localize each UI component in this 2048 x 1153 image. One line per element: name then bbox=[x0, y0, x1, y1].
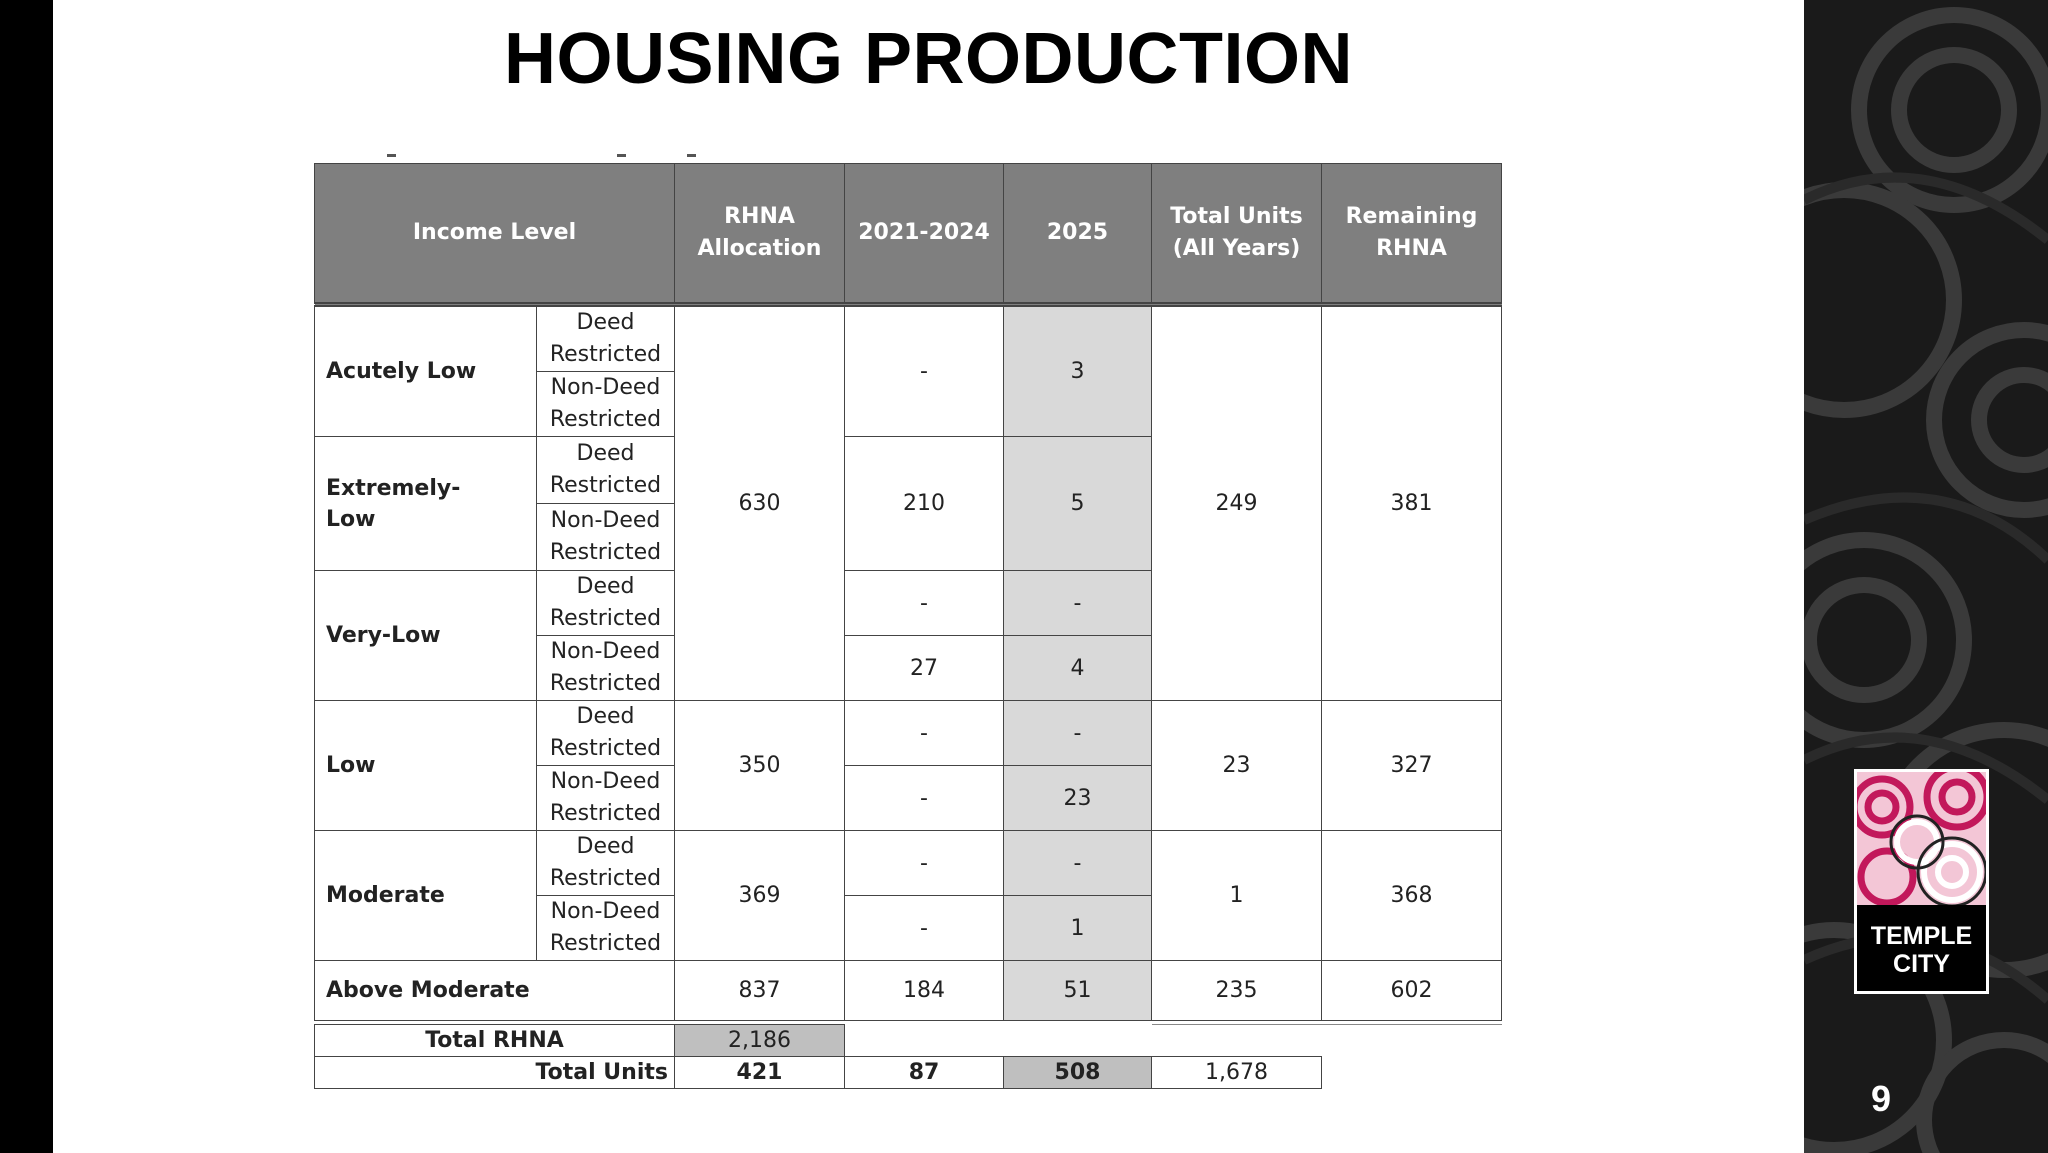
sub-deed-restricted: Deed Restricted bbox=[537, 831, 675, 896]
very-low-non-deed-2021-2024: 27 bbox=[845, 636, 1004, 701]
header-2021-2024: 2021-2024 bbox=[845, 164, 1004, 305]
header-income-level: Income Level bbox=[315, 164, 675, 305]
level-very-low: Very-Low bbox=[315, 571, 537, 701]
header-row bbox=[315, 164, 1502, 305]
above-moderate-remaining: 602 bbox=[1322, 961, 1502, 1021]
moderate-remaining: 368 bbox=[1322, 831, 1502, 961]
total-units-label: Total Units bbox=[315, 1057, 675, 1089]
low-non-deed-2025: 23 bbox=[1004, 766, 1152, 831]
table-row bbox=[315, 961, 1502, 1021]
header-rhna-allocation: RHNA Allocation bbox=[675, 164, 845, 305]
low-rhna: 350 bbox=[675, 701, 845, 831]
sub-non-deed-restricted: Non-Deed Restricted bbox=[537, 504, 675, 571]
total-rhna-value: 2,186 bbox=[675, 1025, 845, 1057]
level-acutely-low: Acutely Low bbox=[315, 305, 537, 437]
header-2025: 2025 bbox=[1004, 164, 1152, 305]
table-row bbox=[315, 701, 1502, 766]
moderate-deed-2021-2024: - bbox=[845, 831, 1004, 896]
low-total: 23 bbox=[1152, 701, 1322, 831]
page-number: 9 bbox=[1870, 1078, 1892, 1119]
moderate-rhna: 369 bbox=[675, 831, 845, 961]
acutely-low-2025: 3 bbox=[1004, 305, 1152, 437]
very-low-deed-2021-2024: - bbox=[845, 571, 1004, 636]
extremely-low-2025: 5 bbox=[1004, 437, 1152, 571]
sub-deed-restricted: Deed Restricted bbox=[537, 305, 675, 372]
level-moderate: Moderate bbox=[315, 831, 537, 961]
total-units-all-years: 508 bbox=[1004, 1057, 1152, 1089]
moderate-non-deed-2021-2024: - bbox=[845, 896, 1004, 961]
above-moderate-total: 235 bbox=[1152, 961, 1322, 1021]
header-remaining-rhna: Remaining RHNA bbox=[1322, 164, 1502, 305]
total-units-2025: 87 bbox=[845, 1057, 1004, 1089]
sub-deed-restricted: Deed Restricted bbox=[537, 571, 675, 636]
sub-non-deed-restricted: Non-Deed Restricted bbox=[537, 766, 675, 831]
totals-table bbox=[314, 1024, 1502, 1089]
moderate-deed-2025: - bbox=[1004, 831, 1152, 896]
above-moderate-rhna: 837 bbox=[675, 961, 845, 1021]
total-rhna-row bbox=[315, 1025, 1502, 1057]
header-total-units: Total Units (All Years) bbox=[1152, 164, 1322, 305]
very-low-non-deed-2025: 4 bbox=[1004, 636, 1152, 701]
table-row bbox=[315, 831, 1502, 896]
extremely-low-2021-2024: 210 bbox=[845, 437, 1004, 571]
rose-logo-icon bbox=[1857, 772, 1986, 905]
level-low: Low bbox=[315, 701, 537, 831]
slide-title: HOUSING PRODUCTION bbox=[503, 19, 1354, 99]
sub-non-deed-restricted: Non-Deed Restricted bbox=[537, 636, 675, 701]
above-moderate-2021-2024: 184 bbox=[845, 961, 1004, 1021]
total-group1: 249 bbox=[1152, 305, 1322, 701]
sub-non-deed-restricted: Non-Deed Restricted bbox=[537, 896, 675, 961]
total-units-2021-2024: 421 bbox=[675, 1057, 845, 1089]
sub-non-deed-restricted: Non-Deed Restricted bbox=[537, 372, 675, 437]
low-non-deed-2021-2024: - bbox=[845, 766, 1004, 831]
sub-deed-restricted: Deed Restricted bbox=[537, 701, 675, 766]
logo-wordmark: TEMPLE CITY bbox=[1870, 922, 1973, 978]
very-low-deed-2025: - bbox=[1004, 571, 1152, 636]
temple-city-logo bbox=[1854, 769, 1989, 994]
low-remaining: 327 bbox=[1322, 701, 1502, 831]
remaining-group1: 381 bbox=[1322, 305, 1502, 701]
housing-production-table bbox=[314, 163, 1502, 1021]
above-moderate-2025: 51 bbox=[1004, 961, 1152, 1021]
total-units-remaining: 1,678 bbox=[1152, 1057, 1322, 1089]
moderate-non-deed-2025: 1 bbox=[1004, 896, 1152, 961]
sub-deed-restricted: Deed Restricted bbox=[537, 437, 675, 504]
table-row bbox=[315, 305, 1502, 372]
rhna-group1: 630 bbox=[675, 305, 845, 701]
total-units-row bbox=[315, 1057, 1502, 1089]
level-extremely-low: Extremely- Low bbox=[315, 437, 537, 571]
low-deed-2025: - bbox=[1004, 701, 1152, 766]
low-deed-2021-2024: - bbox=[845, 701, 1004, 766]
moderate-total: 1 bbox=[1152, 831, 1322, 961]
level-above-moderate: Above Moderate bbox=[315, 961, 675, 1021]
acutely-low-2021-2024: - bbox=[845, 305, 1004, 437]
total-rhna-label: Total RHNA bbox=[315, 1025, 675, 1057]
